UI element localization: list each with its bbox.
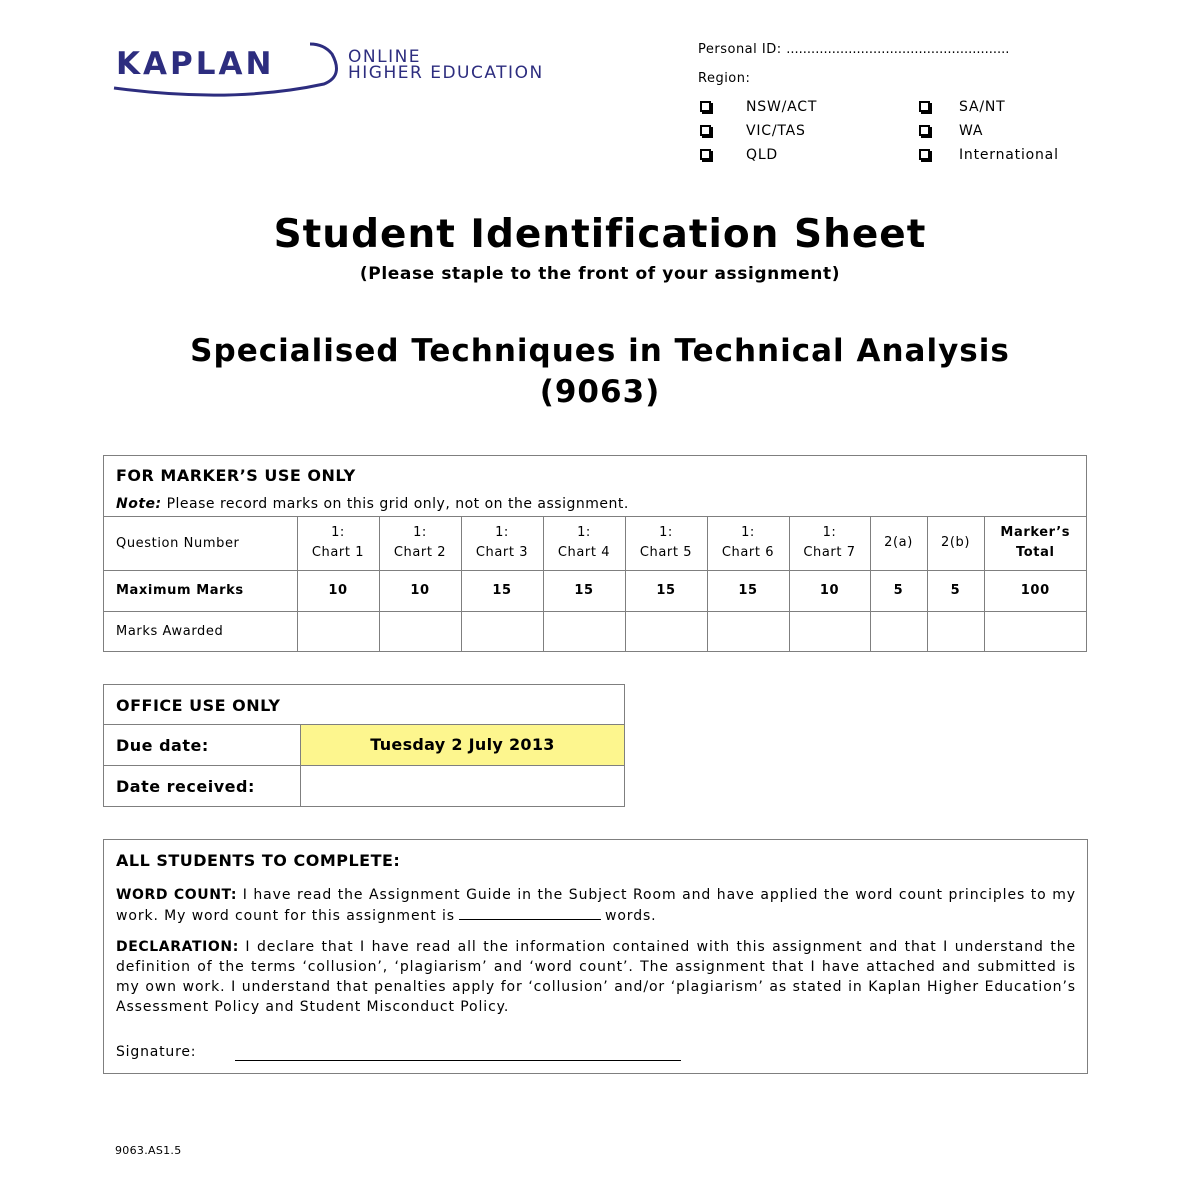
awarded-input-cell[interactable]: [927, 611, 984, 651]
document-code: 9063.AS1.5: [115, 1144, 182, 1157]
page-subtitle: (Please staple to the front of your assignment): [359, 264, 841, 284]
maximum-marks-row: [104, 570, 1086, 611]
question-cell: 1: Chart 4: [543, 517, 625, 570]
course-title: [0, 331, 1200, 413]
max-mark-cell: 15: [543, 570, 625, 611]
awarded-input-cell[interactable]: [789, 611, 870, 651]
signature-line[interactable]: [235, 1060, 681, 1061]
max-mark-cell: 10: [297, 570, 379, 611]
question-cell: 1: Chart 1: [297, 517, 379, 570]
checkbox-icon[interactable]: [700, 149, 711, 160]
question-number-row: [104, 517, 1086, 570]
awarded-input-cell[interactable]: [707, 611, 789, 651]
awarded-input-cell[interactable]: [543, 611, 625, 651]
row-label: Marks Awarded: [104, 611, 297, 651]
word-count-paragraph: WORD COUNT: I have read the Assignment Guide in the Subject Room and have applied the word count principles to my work. My word count for this assignment is words.: [116, 887, 1076, 924]
region-label: Region:: [698, 71, 751, 86]
course-code: (9063): [539, 374, 661, 410]
date-received-label: Date received:: [116, 777, 255, 796]
logo-brand: KAPLAN: [116, 46, 275, 82]
word-count-blank[interactable]: [459, 905, 601, 920]
checkbox-icon[interactable]: [700, 125, 711, 136]
awarded-input-cell[interactable]: [297, 611, 379, 651]
student-declaration-section: [103, 839, 1088, 1074]
max-mark-cell: 15: [707, 570, 789, 611]
declaration-paragraph: DECLARATION: I declare that I have read all the information contained with this assignment and that I understand the definition of the terms ‘collusion’, ‘plagiarism’ and ‘word count’. The assignment that I have attached and submitted is my own work. I understand that penalties apply for ‘collusion’ and/or ‘plagiarism’ as stated in Kaplan Higher Education’s Assessment Policy and Student Misconduct Policy.: [116, 939, 1076, 1015]
question-cell: 1: Chart 3: [461, 517, 543, 570]
question-cell: 1: Chart 7: [789, 517, 870, 570]
checkbox-icon[interactable]: [700, 101, 711, 112]
max-mark-cell: 15: [461, 570, 543, 611]
checkbox-icon[interactable]: [919, 125, 930, 136]
marker-title: FOR MARKER’S USE ONLY: [116, 466, 356, 485]
question-cell: 1: Chart 6: [707, 517, 789, 570]
max-mark-cell: 5: [870, 570, 927, 611]
awarded-input-cell[interactable]: [870, 611, 927, 651]
due-date-value: Tuesday 2 July 2013: [300, 725, 624, 765]
personal-id-field[interactable]: [698, 42, 1009, 57]
marks-grid: [104, 517, 1086, 651]
office-title: OFFICE USE ONLY: [116, 696, 281, 715]
max-mark-cell: 5: [927, 570, 984, 611]
logo-subtitle: [348, 49, 544, 81]
awarded-input-cell[interactable]: [625, 611, 707, 651]
due-date-label: Due date:: [116, 736, 209, 755]
personal-id-label: Personal ID:: [698, 42, 782, 57]
max-mark-cell-total: 100: [984, 570, 1086, 611]
marks-awarded-row: [104, 611, 1086, 651]
max-mark-cell: 10: [789, 570, 870, 611]
logo-line2: HIGHER EDUCATION: [348, 63, 544, 83]
awarded-input-cell[interactable]: [461, 611, 543, 651]
awarded-input-cell[interactable]: [379, 611, 461, 651]
kaplan-logo: [112, 40, 652, 100]
date-received-field[interactable]: [300, 766, 624, 806]
question-cell: 1: Chart 2: [379, 517, 461, 570]
checkbox-icon[interactable]: [919, 101, 930, 112]
awarded-input-cell-total[interactable]: [984, 611, 1086, 651]
question-cell: 1: Chart 5: [625, 517, 707, 570]
personal-id-dots: ......................................................: [786, 42, 1010, 57]
page-title: Student Identification Sheet: [273, 212, 927, 257]
course-name: Specialised Techniques in Technical Analysis: [190, 333, 1010, 369]
question-cell-total: Marker’s Total: [984, 517, 1086, 570]
signature-label: Signature:: [116, 1044, 197, 1060]
office-use-section: [103, 684, 625, 807]
date-received-row: [104, 766, 624, 806]
marker-note: Note: Please record marks on this grid only, not on the assignment.: [116, 496, 629, 512]
max-mark-cell: 15: [625, 570, 707, 611]
students-title: ALL STUDENTS TO COMPLETE:: [116, 851, 401, 870]
max-mark-cell: 10: [379, 570, 461, 611]
due-date-row: [104, 725, 624, 766]
question-cell: 2(a): [870, 517, 927, 570]
row-label: Maximum Marks: [104, 570, 297, 611]
question-cell: 2(b): [927, 517, 984, 570]
checkbox-icon[interactable]: [919, 149, 930, 160]
logo-line1: ONLINE: [348, 47, 422, 67]
office-title-row: [104, 685, 624, 725]
marker-section: [103, 455, 1087, 652]
row-label: Question Number: [104, 517, 297, 570]
marker-header: [104, 456, 1086, 517]
